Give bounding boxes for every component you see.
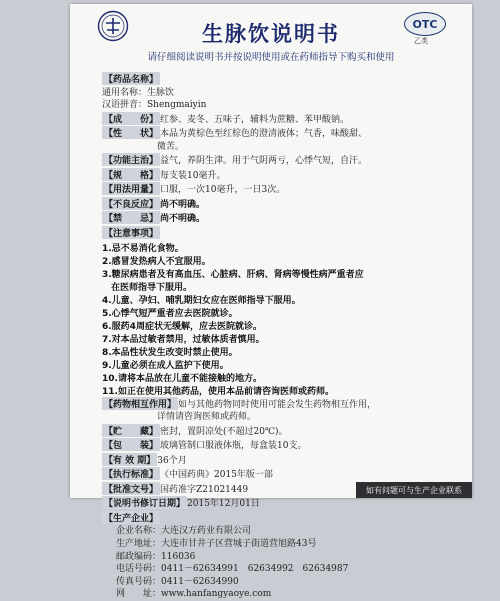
properties-row [102,126,462,141]
field-label: 电话号码： [116,564,162,575]
document-title: 生脉饮说明书 [202,22,340,46]
section-label: 【批准文号】 [102,482,160,495]
field-value: Shengmaiyin [147,100,207,111]
field-value: 红参、麦冬、五味子，辅料为蔗糖、苯甲酸钠。 [160,114,350,125]
drug-name-header [102,72,462,87]
section-label: 【药物相互作用】 [102,397,178,410]
standard-row [102,467,462,482]
caution-item: 4.儿童、孕妇、哺乳期妇女应在医师指导下服用。 [102,295,301,306]
field-value: 益气，养阴生津。用于气阴两亏，心悸气短，自汗。 [160,156,368,167]
leaflet-sheet [70,4,472,600]
field-value: 2015年12月01日 [187,499,260,510]
ingredients-row [102,112,462,127]
field-value: 国药准字Z21021449 [160,484,249,495]
section-label: 【生产企业】 [102,511,160,524]
otc-class-label: 乙类 [414,37,428,45]
package-row [102,438,462,453]
revision-row [102,496,462,511]
document-subtitle: 请仔细阅读说明书并按说明使用或在药师指导下购买和使用 [147,52,395,63]
adverse-row [102,197,462,212]
contact-footer: 如有问题可与生产企业联系 [356,482,472,498]
manufacturer-header [102,511,462,526]
caution-item: 11.如正在使用其他药品，使用本品前请咨询医师或药师。 [102,386,334,397]
storage-row [102,424,462,439]
usage-row [102,182,462,197]
fax-row [102,576,462,589]
field-value: 0411－62634991 62634992 62634987 [161,564,349,575]
field-label: 邮政编码： [116,551,162,562]
field-label: 传真号码： [116,576,162,587]
field-label: 汉语拼音： [102,100,148,111]
website-row [102,588,462,601]
field-value: 详情请咨询医师或药师。 [157,412,257,423]
section-label: 【规 格】 [102,168,160,181]
generic-name-row [102,87,462,100]
indications-row [102,153,462,168]
field-value: 36个月 [157,455,187,466]
field-value: 微苦。 [157,141,185,152]
caution-item: 6.服药4周症状无缓解，应去医院就诊。 [102,321,262,332]
field-label: 网 址： [116,589,162,600]
section-label: 【执行标准】 [102,467,160,480]
field-value: 玻璃管制口服液体瓶，每盒装10支。 [160,441,307,452]
field-label: 通用名称： [102,87,148,98]
field-label: 生产地址： [116,539,162,550]
field-value: 每支装10毫升。 [160,170,226,181]
caution-item: 5.心悸气短严重者应去医院就诊。 [102,308,238,319]
section-label: 【不良反应】 [102,197,160,210]
field-value: 《中国药典》2015年版一部 [160,470,273,481]
field-value: 密封，置阴凉处(不超过20℃)。 [160,426,288,437]
leaflet-body [102,72,462,601]
caution-item: 7.对本品过敏者禁用，过敏体质者慎用。 [102,334,265,345]
section-label: 【成 份】 [102,112,160,125]
field-label: 企业名称： [116,526,162,537]
spec-row [102,168,462,183]
pinyin-row [102,99,462,112]
section-label: 【包 装】 [102,438,160,451]
caution-item: 1.忌不易消化食物。 [102,243,184,254]
field-value: 本品为黄棕色至红棕色的澄清液体；气香，味酸甜、 [160,129,368,140]
field-value: 生脉饮 [147,87,175,98]
otc-badge: OTC [404,12,446,36]
phone-row [102,563,462,576]
section-label: 【性 状】 [102,126,160,139]
caution-item: 10.请将本品放在儿童不能接触的地方。 [102,373,262,384]
caution-item: 2.感冒发热病人不宜服用。 [102,256,211,267]
website-link[interactable]: www.hanfangyaoye.com [161,589,272,600]
section-label: 【功能主治】 [102,153,160,166]
cautions-header [102,226,462,241]
field-value: 口服，一次10毫升，一日3次。 [160,185,286,196]
field-value: 如与其他药物同时使用可能会发生药物相互作用， [178,399,377,410]
caution-item: 9.儿童必须在成人监护下使用。 [102,360,229,371]
field-value: 尚不明确。 [160,199,206,210]
section-label: 【禁 忌】 [102,211,160,224]
section-label: 【药品名称】 [102,72,160,85]
caution-item: 8.本品性状发生改变时禁止使用。 [102,347,238,358]
caution-item: 在医师指导下服用。 [102,282,193,293]
caution-item: 3.糖尿病患者及有高血压、心脏病、肝病、肾病等慢性病严重者应 [102,269,364,280]
section-label: 【贮 藏】 [102,424,160,437]
company-row [102,525,462,538]
properties-row-cont [102,141,462,154]
field-value: 0411－62634990 [161,576,239,587]
interaction-row [102,397,462,412]
section-label: 【有 效 期】 [102,453,157,466]
section-label: 【用法用量】 [102,182,160,195]
field-value: 116036 [161,551,196,562]
address-row [102,538,462,551]
validity-row [102,453,462,468]
interaction-row-cont [102,411,462,424]
field-value: 大连汉方药业有限公司 [161,526,252,537]
section-label: 【说明书修订日期】 [102,496,187,509]
postcode-row [102,551,462,564]
field-value: 大连市甘井子区营城子街道营旭路43号 [161,539,317,550]
contra-row [102,211,462,226]
section-label: 【注意事项】 [102,226,160,239]
field-value: 尚不明确。 [160,214,206,225]
